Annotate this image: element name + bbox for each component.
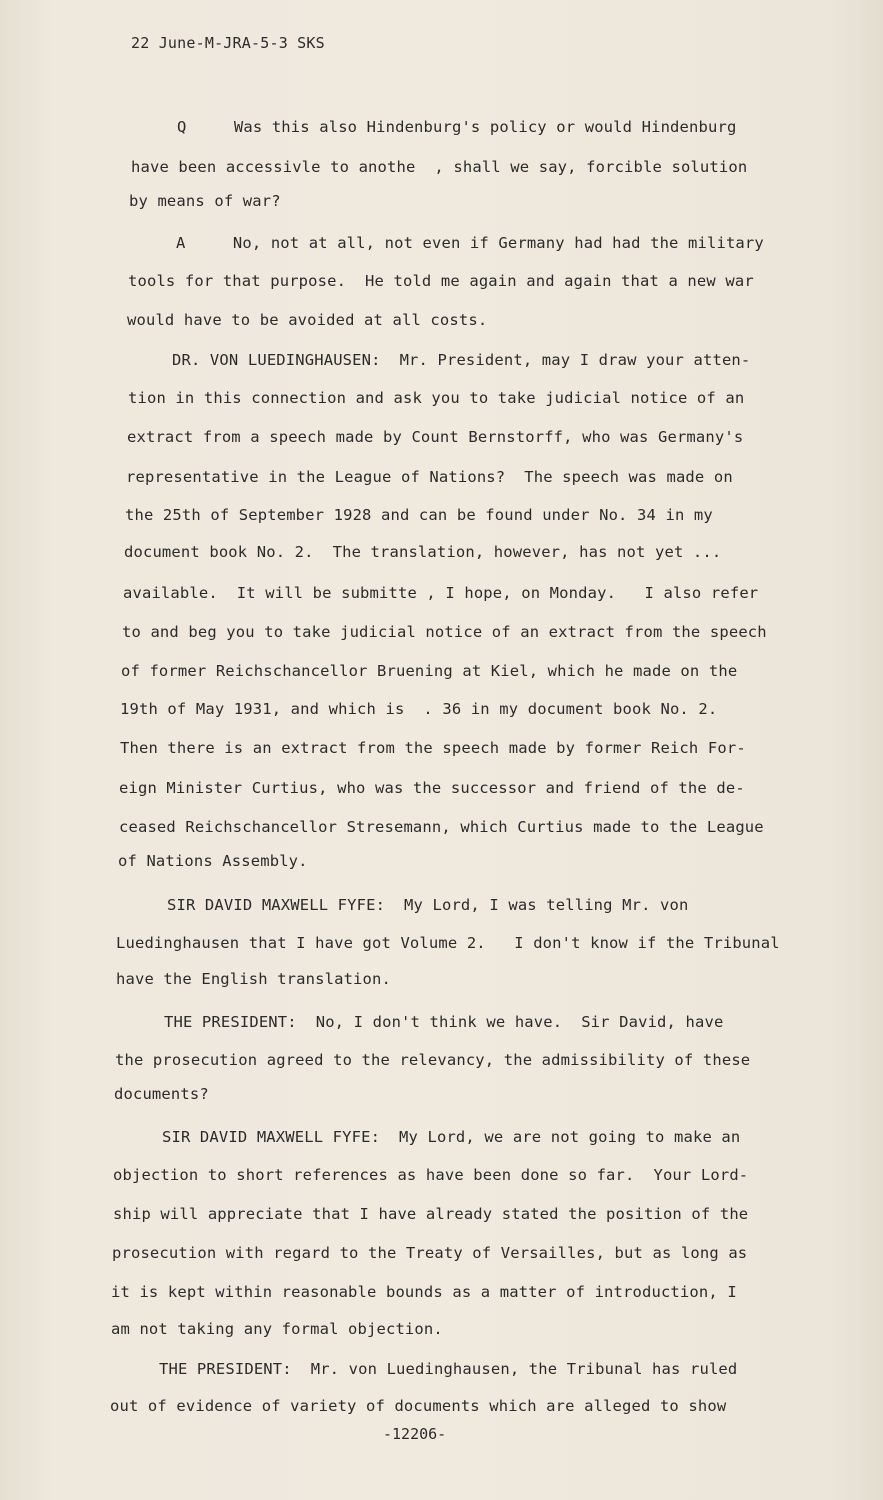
text-line: prosecution with regard to the Treaty of Versailles, but as long as bbox=[112, 1244, 748, 1262]
text-line: available. It will be submitte , I hope, on Monday. I also refer bbox=[123, 584, 759, 602]
text-line: the prosecution agreed to the relevancy, the admissibility of these bbox=[115, 1051, 751, 1069]
page-number: -12206- bbox=[383, 1425, 447, 1443]
text-line: it is kept within reasonable bounds as a matter of introduction, I bbox=[111, 1283, 737, 1301]
text-line: SIR DAVID MAXWELL FYFE: My Lord, we are not going to make an bbox=[162, 1128, 741, 1146]
text-line: out of evidence of variety of documents which are alleged to show bbox=[110, 1397, 727, 1415]
text-line: objection to short references as have been done so far. Your Lord- bbox=[113, 1166, 749, 1184]
text-line: am not taking any formal objection. bbox=[111, 1320, 443, 1338]
text-line: A No, not at all, not even if Germany had had the military bbox=[176, 234, 764, 252]
text-line: document book No. 2. The translation, however, has not yet ... bbox=[124, 543, 722, 561]
text-line: 19th of May 1931, and which is . 36 in my document book No. 2. bbox=[120, 700, 718, 718]
text-line: documents? bbox=[114, 1085, 209, 1103]
text-line: would have to be avoided at all costs. bbox=[127, 311, 488, 329]
text-line: DR. VON LUEDINGHAUSEN: Mr. President, may I draw your atten- bbox=[172, 351, 751, 369]
text-line: have been accessivle to anothe , shall we say, forcible solution bbox=[131, 158, 748, 176]
text-line: have the English translation. bbox=[116, 970, 391, 988]
page-header: 22 June-M-JRA-5-3 SKS bbox=[131, 34, 325, 52]
text-line: Luedinghausen that I have got Volume 2. I don't know if the Tribunal bbox=[116, 934, 780, 952]
text-line: of former Reichschancellor Bruening at Kiel, which he made on the bbox=[121, 662, 738, 680]
text-line: Q Was this also Hindenburg's policy or would Hindenburg bbox=[177, 118, 737, 136]
text-line: of Nations Assembly. bbox=[118, 852, 308, 870]
text-line: THE PRESIDENT: No, I don't think we have. Sir David, have bbox=[164, 1013, 724, 1031]
text-line: to and beg you to take judicial notice of an extract from the speech bbox=[122, 623, 767, 641]
text-line: ceased Reichschancellor Stresemann, which Curtius made to the League bbox=[119, 818, 764, 836]
text-line: by means of war? bbox=[129, 192, 281, 210]
text-line: the 25th of September 1928 and can be found under No. 34 in my bbox=[125, 506, 713, 524]
text-line: eign Minister Curtius, who was the successor and friend of the de- bbox=[119, 779, 745, 797]
text-line: ship will appreciate that I have already stated the position of the bbox=[113, 1205, 749, 1223]
text-line: tools for that purpose. He told me again and again that a new war bbox=[128, 272, 754, 290]
text-line: extract from a speech made by Count Bernstorff, who was Germany's bbox=[127, 428, 744, 446]
text-line: SIR DAVID MAXWELL FYFE: My Lord, I was telling Mr. von bbox=[167, 896, 689, 914]
text-line: THE PRESIDENT: Mr. von Luedinghausen, the Tribunal has ruled bbox=[159, 1360, 738, 1378]
text-line: tion in this connection and ask you to take judicial notice of an bbox=[128, 389, 745, 407]
text-line: Then there is an extract from the speech made by former Reich For- bbox=[120, 739, 746, 757]
text-line: representative in the League of Nations? The speech was made on bbox=[126, 468, 733, 486]
